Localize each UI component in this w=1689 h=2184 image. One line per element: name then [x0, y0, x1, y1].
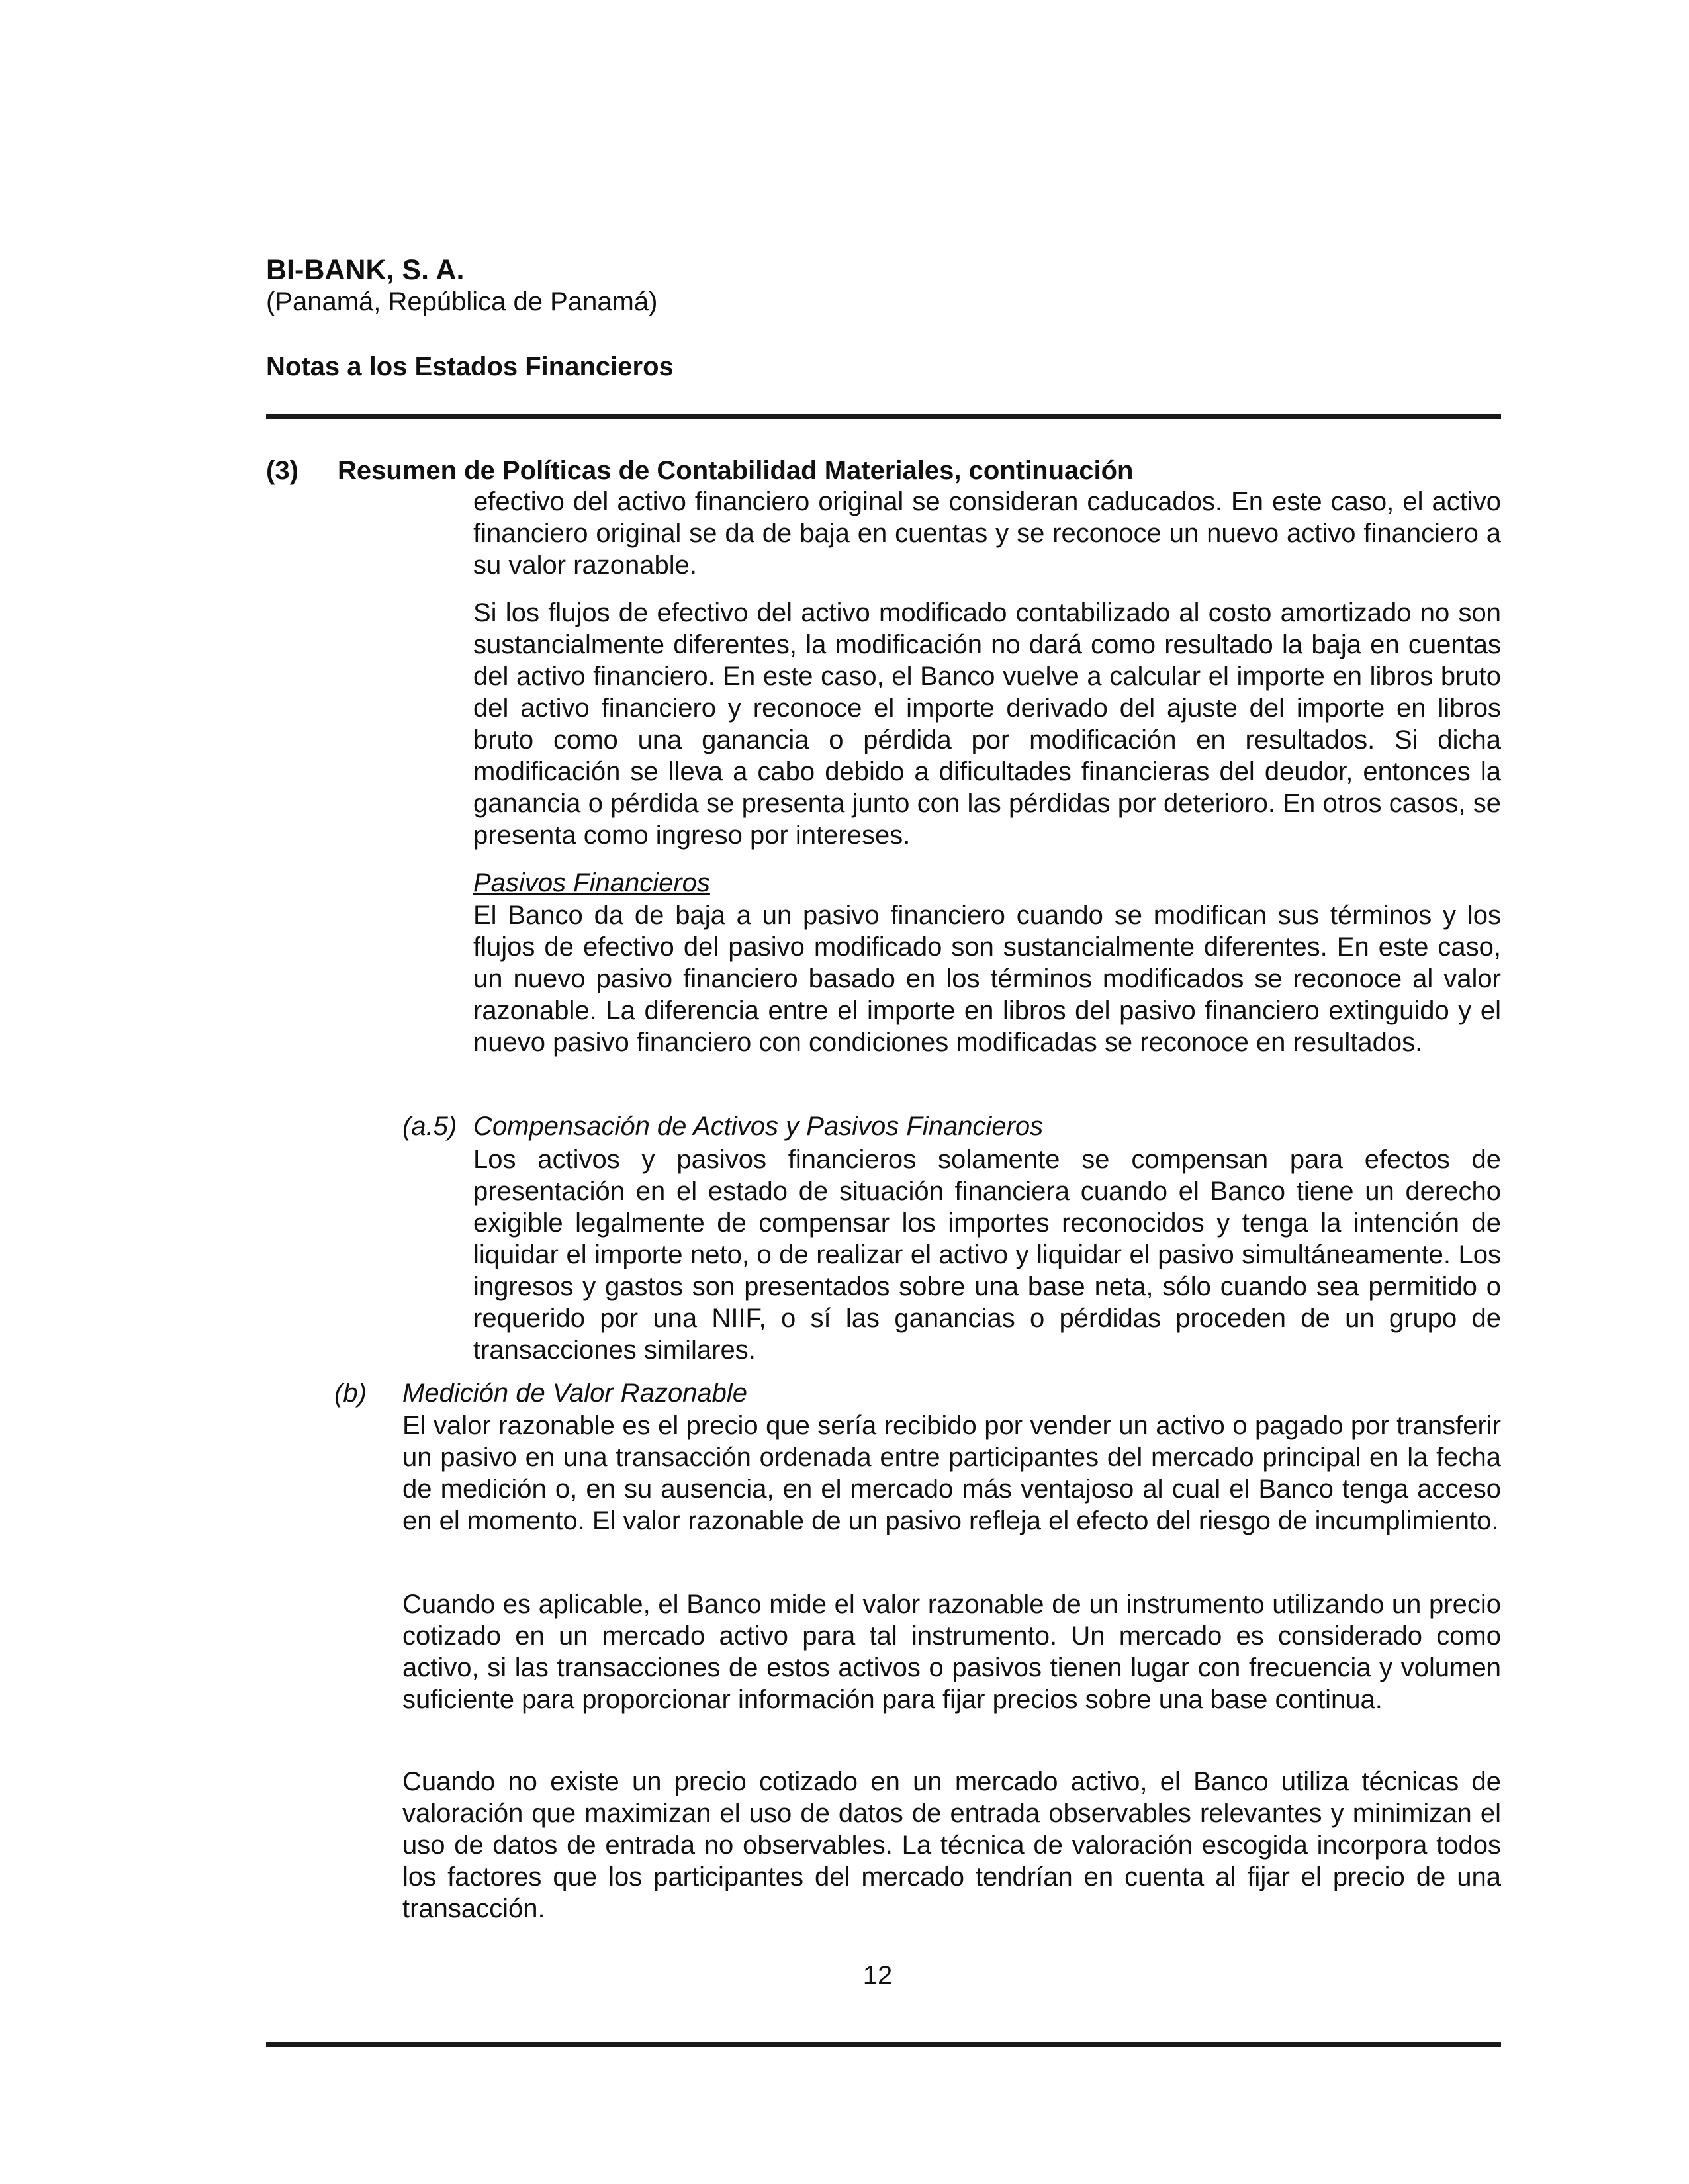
paragraph-continuation: efectivo del activo financiero original se consideran caducados. En este caso, el activo financiero original se da de baja en cuentas y se reconoce un nuevo activo financiero a su valor razonable.: [473, 487, 1501, 580]
document-title: Notas a los Estados Financieros: [266, 352, 674, 381]
page-number: 12: [862, 1961, 893, 1990]
section-number: (3): [266, 456, 298, 485]
subsection-a5-label: (a.5): [402, 1112, 457, 1141]
footer-divider: [266, 2042, 1501, 2047]
subsection-b-heading: Medición de Valor Razonable: [402, 1379, 748, 1408]
paragraph-compensacion: Los activos y pasivos financieros solamente se compensan para efectos de presentación en el estado de situación financiera cuando el Banco tiene un derecho exigible legalmente de compensar los importes reconocidos y tenga la intención de liquidar el importe neto, o de realizar el activo y liquidar el pasivo simultáneamente. Los ingresos y gastos son presentados sobre una base neta, sólo cuando sea permitido o requerido por una NIIF, o sí las ganancias o pérdidas proceden de un grupo de transacciones similares.: [473, 1145, 1501, 1365]
header-divider: [266, 414, 1501, 419]
paragraph-pasivos-financieros: El Banco da de baja a un pasivo financiero cuando se modifican sus términos y los flujos de efectivo del pasivo modificado son sustancialmente diferentes. En este caso, un nuevo pasivo financiero basado en los términos modificados se reconoce al valor razonable. La diferencia entre el importe en libros del pasivo financiero extinguido y el nuevo pasivo financiero con condiciones modificadas se reconoce en resultados.: [473, 901, 1501, 1057]
paragraph-modified-asset: Si los flujos de efectivo del activo modificado contabilizado al costo amortizado no son sustancialmente diferentes, la modificación no dará como resultado la baja en cuentas del activo financiero. En este caso, el Banco vuelve a calcular el importe en libros bruto del activo financiero y reconoce el importe derivado del ajuste del importe en libros bruto como una ganancia o pérdida por modificación en resultados. Si dicha modificación se lleva a cabo debido a dificultades financieras del deudor, entonces la ganancia o pérdida se presenta junto con las pérdidas por deterioro. En otros casos, se presenta como ingreso por intereses.: [473, 598, 1501, 850]
section-title: Resumen de Políticas de Contabilidad Materiales, continuación: [338, 456, 1134, 485]
subsection-a5-heading: Compensación de Activos y Pasivos Financieros: [473, 1112, 1044, 1141]
company-location: (Panamá, República de Panamá): [266, 287, 658, 316]
pasivos-financieros-heading: Pasivos Financieros: [473, 868, 710, 897]
paragraph-precio-cotizado: Cuando es aplicable, el Banco mide el valor razonable de un instrumento utilizando un precio cotizado en un mercado activo para tal instrumento. Un mercado es considerado como activo, si las transacciones de estos activos o pasivos tienen lugar con frecuencia y volumen suficiente para proporcionar información para fijar precios sobre una base continua.: [402, 1590, 1501, 1714]
company-name: BI-BANK, S. A.: [266, 254, 465, 286]
paragraph-tecnicas-valoracion: Cuando no existe un precio cotizado en un mercado activo, el Banco utiliza técnicas de valoración que maximizan el uso de datos de entrada observables relevantes y minimizan el uso de datos de entrada no observables. La técnica de valoración escogida incorpora todos los factores que los participantes del mercado tendrían en cuenta al fijar el precio de una transacción.: [402, 1767, 1501, 1923]
paragraph-valor-razonable: El valor razonable es el precio que sería recibido por vender un activo o pagado por transferir un pasivo en una transacción ordenada entre participantes del mercado principal en la fecha de medición o, en su ausencia, en el mercado más ventajoso al cual el Banco tenga acceso en el momento. El valor razonable de un pasivo refleja el efecto del riesgo de incumplimiento.: [402, 1411, 1501, 1535]
subsection-b-label: (b): [334, 1379, 367, 1408]
